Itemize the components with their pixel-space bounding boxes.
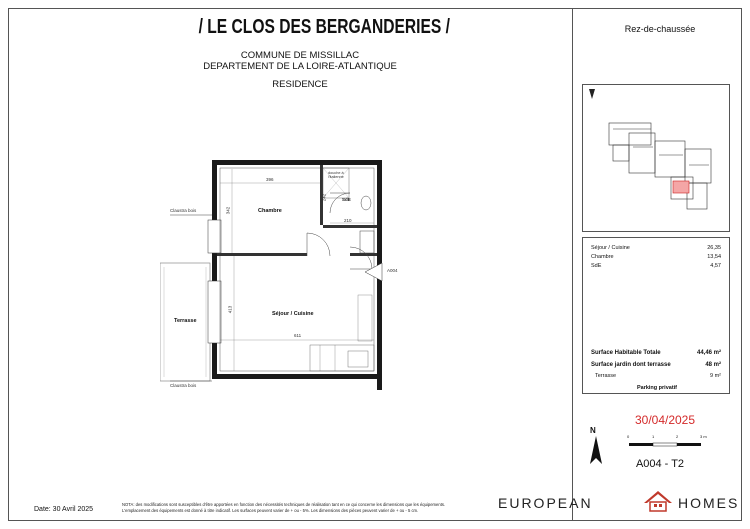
scale-tick-3: 3 m (700, 434, 707, 439)
scale-tick-0: 0 (627, 434, 630, 439)
surface-jardin-value: 48 m² (705, 362, 721, 368)
document-date: Date: 30 Avril 2025 (34, 506, 94, 513)
dim-chambre-height: 342 (225, 206, 231, 215)
wall-left-mid (212, 253, 217, 281)
door-tag-marker (365, 263, 382, 281)
scale-tick-1: 1 (652, 434, 655, 439)
wall-left-lower (212, 343, 217, 379)
commune-line: COMMUNE DE MISSILLAC (240, 50, 360, 61)
surface-room-value: 26,35 (707, 245, 721, 251)
surface-room-name: Chambre (591, 254, 614, 260)
surface-row (591, 245, 721, 251)
surface-row (591, 254, 721, 260)
surface-terrasse-value: 9 m² (710, 373, 721, 379)
claustra-bottom-label: Claustra bois (170, 383, 197, 388)
brand-text-left: EUROPEAN (498, 495, 593, 511)
surface-habitable-row (591, 350, 721, 356)
level-label: Rez-de-chaussée (624, 24, 696, 34)
key-plan (582, 84, 730, 232)
washbasin (360, 231, 374, 253)
room-sejour: Séjour / Cuisine (272, 311, 314, 317)
room-chambre: Chambre (258, 208, 282, 214)
lot-reference: A004 - T2 (635, 458, 685, 470)
surface-room-name: Séjour / Cuisine (591, 245, 630, 251)
dim-sejour-height: 413 (227, 305, 233, 314)
residence-line: RESIDENCE (272, 79, 328, 90)
plan-date: 30/04/2025 (634, 413, 696, 427)
brand-text-right: HOMES (678, 495, 740, 511)
door-entry (350, 247, 372, 269)
key-plan-highlight (673, 181, 689, 193)
window-left-lower (208, 281, 221, 343)
legal-note (122, 502, 482, 513)
brand-logo (498, 492, 738, 516)
legal-note-line2: L'emplacement des équipements est donné à titre indicatif. Les surfaces peuvent varier de + ou - 5%. Les dimensions des pièces peuvent varier de + ou - 5 cm. (122, 507, 419, 513)
house-icon (643, 490, 673, 512)
dim-chambre-width: 396 (266, 177, 274, 182)
wall-left-upper (212, 160, 217, 220)
door-tag-label: A004 (387, 268, 398, 273)
wall-bottom (212, 374, 382, 379)
surface-habitable-value: 44,46 m² (696, 350, 721, 356)
wall-sde-sejour (323, 225, 377, 228)
legal-note-line1: NOTA: des modifications sont susceptibles d'être apportées en fonction des nécessités techniques de réalisation tant en ce qui concerne les dimensions que les équipements. (122, 502, 446, 507)
room-sde: SdE (342, 197, 351, 202)
north-label: N (590, 426, 596, 435)
surface-jardin-label: Surface jardin dont terrasse (591, 362, 671, 368)
surface-room-value: 13,54 (707, 254, 721, 260)
surface-terrasse-row (595, 373, 721, 379)
closet (358, 295, 372, 341)
floor-plan (160, 155, 390, 390)
project-title: / LE CLOS DES BERGANDERIES / (198, 16, 450, 38)
departement-line: DEPARTEMENT DE LA LOIRE-ATLANTIQUE (203, 61, 397, 72)
surface-row (591, 263, 721, 269)
surface-room-value: 4,57 (710, 263, 721, 269)
scale-tick-2: 2 (676, 434, 679, 439)
surface-terrasse-label: Terrasse (595, 373, 617, 379)
key-plan-drawing (583, 85, 729, 231)
room-terrasse: Terrasse (174, 318, 197, 324)
north-arrow-icon (586, 434, 606, 468)
dim-sde-width: 210 (344, 218, 352, 223)
claustra-top-label: Claustra bois (170, 208, 197, 213)
parking-label: Parking privatif (636, 385, 678, 391)
dim-sejour-width: 611 (294, 333, 302, 338)
douche-label: douche à l'italienne (328, 171, 344, 179)
key-north-arrow (589, 89, 595, 99)
scale-bar (626, 440, 716, 450)
surfaces-table (582, 237, 730, 394)
surface-habitable-label: Surface Habitable Totale (591, 350, 661, 356)
toilet (361, 196, 371, 210)
dim-sde-height: 242 (321, 193, 327, 202)
wall-top (212, 160, 382, 165)
door-chambre (307, 233, 330, 256)
surface-room-name: SdE (591, 263, 602, 269)
sheet-divider (572, 8, 573, 521)
surface-jardin-row (591, 362, 721, 368)
window-left-upper (208, 220, 221, 253)
wall-chambre-sejour (217, 253, 307, 256)
